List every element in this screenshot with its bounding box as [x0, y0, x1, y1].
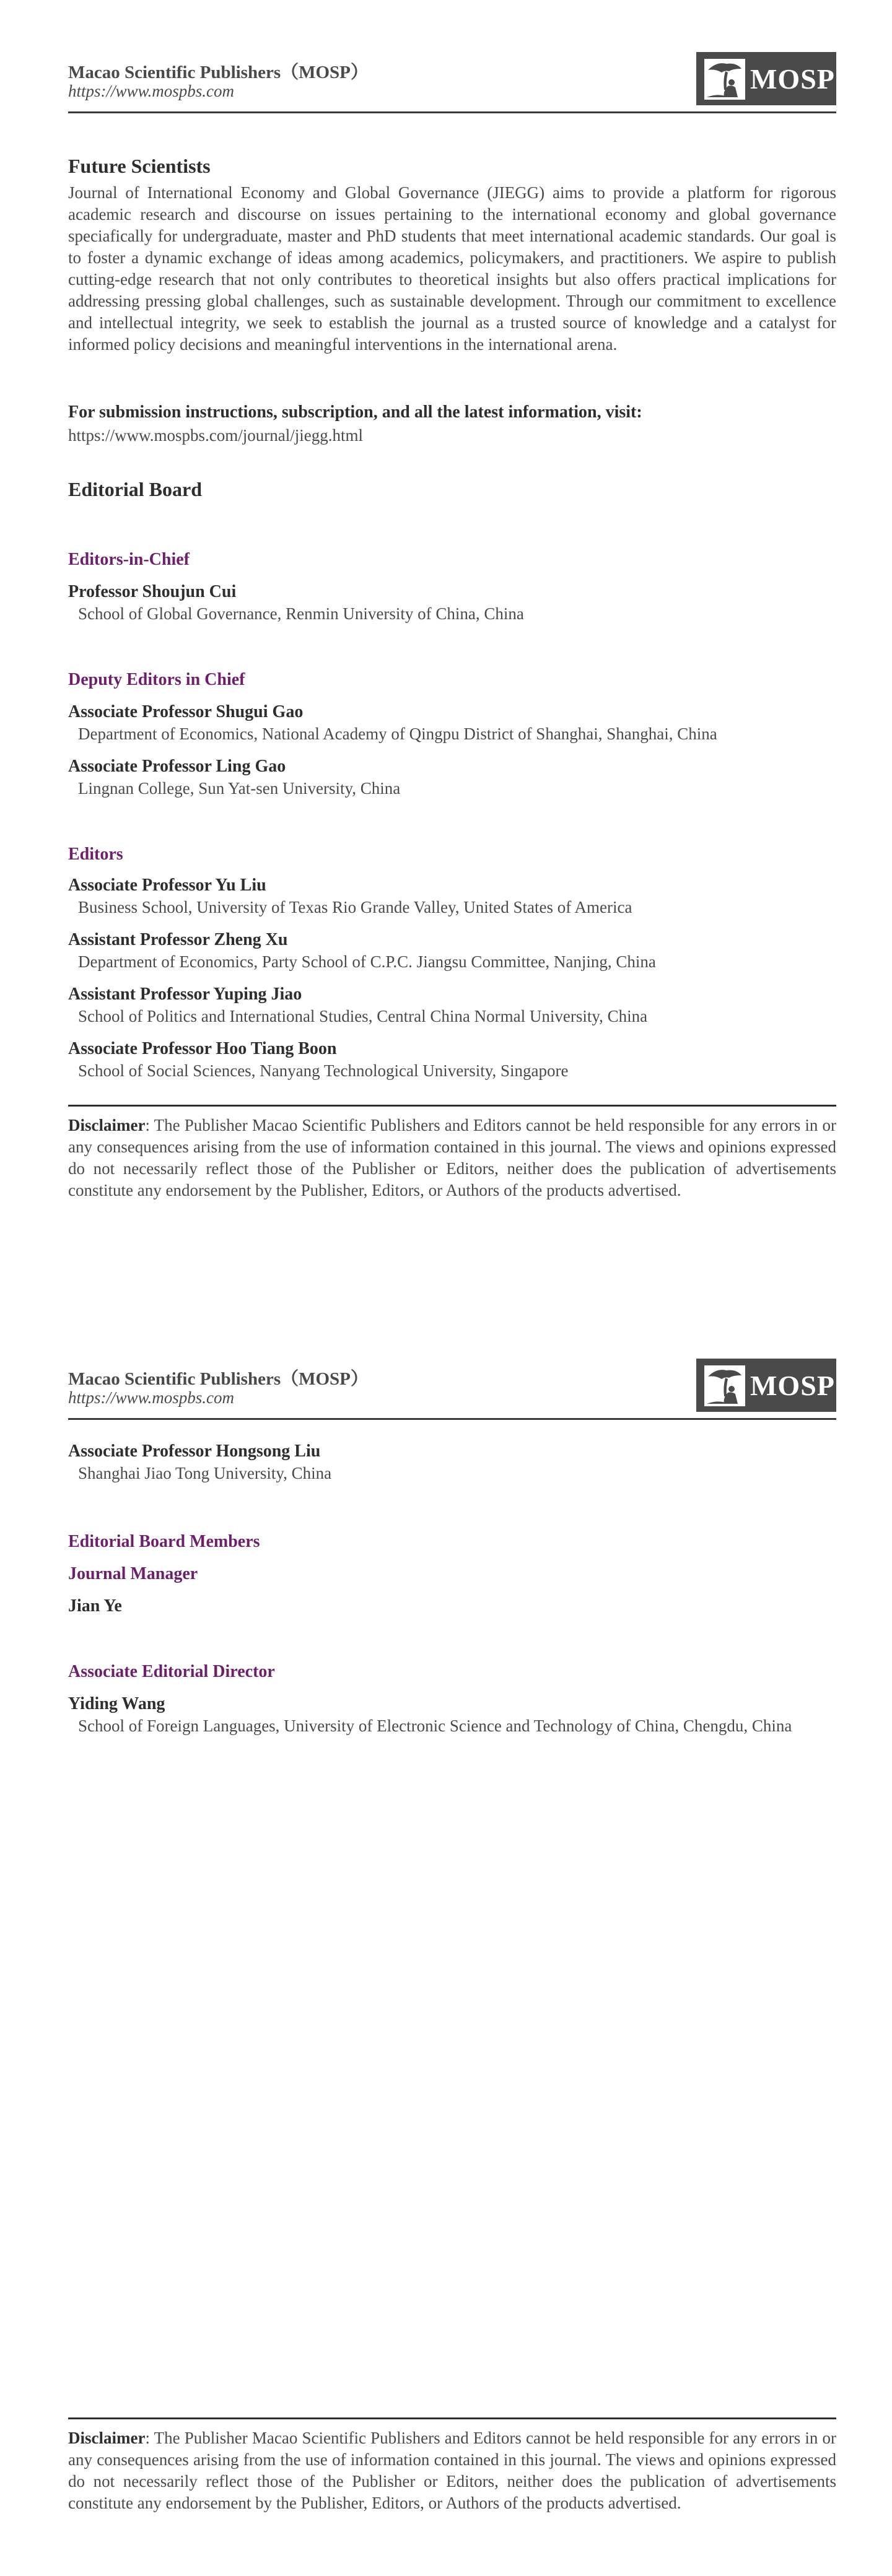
manager-name: Jian Ye: [68, 1596, 122, 1616]
disclaimer-label: Disclaimer: [68, 1116, 146, 1134]
role-editors-in-chief: Editors-in-Chief: [68, 550, 190, 569]
tree-figure-icon: [704, 59, 745, 100]
intro-heading: Future Scientists: [68, 155, 211, 177]
page-header: [68, 52, 836, 113]
editor-affiliation: Lingnan College, Sun Yat-sen University, China: [78, 779, 401, 798]
publisher-name: Macao Scientific Publishers（MOSP）: [68, 63, 369, 82]
page-2: [0, 1288, 892, 2576]
editor-affiliation: School of Politics and International Studies, Central China Normal University, China: [78, 1007, 648, 1025]
editor-affiliation: Business School, University of Texas Rio Grande Valley, United States of America: [78, 898, 632, 916]
editor-name: Associate Professor Hoo Tiang Boon: [68, 1039, 337, 1058]
mosp-logo: [696, 52, 836, 105]
disclaimer: [68, 1115, 836, 1201]
editor-affiliation: Department of Economics, Party School of C.P.C. Jiangsu Committee, Nanjing, China: [78, 952, 656, 971]
role-deputy-editors: Deputy Editors in Chief: [68, 670, 245, 689]
logo-text: MOSP: [750, 1370, 835, 1401]
role-editorial-board-members: Editorial Board Members: [68, 1532, 260, 1551]
submission-url[interactable]: https://www.mospbs.com/journal/jiegg.html: [68, 426, 363, 445]
editor-name: Associate Professor Shugui Gao: [68, 702, 304, 721]
publisher-name: Macao Scientific Publishers（MOSP）: [68, 1369, 369, 1389]
editor-name: Associate Professor Hongsong Liu: [68, 1442, 321, 1461]
disclaimer-text: : The Publisher Macao Scientific Publishers and Editors cannot be held responsible for any errors in or any consequences arising from the use of information contained in this journal. The views and opinions expressed do not necessarily reflect those of the Publisher or Editors, neither does the publication of advertisements constitute any endorsement by the Publisher, Editors, or Authors of the products advertised.: [68, 1116, 836, 1199]
publisher-url[interactable]: https://www.mospbs.com: [68, 1388, 235, 1407]
disclaimer-label: Disclaimer: [68, 2429, 146, 2447]
intro-paragraph: Journal of International Economy and Global Governance (JIEGG) aims to provide a platform for rigorous academic research and discourse on issues pertaining to the international economy and global governance speciafically for undergraduate, master and PhD students that meet international academic standards. Our goal is to foster a dynamic exchange of ideas among academics, policymakers, and practitioners. We aspire to publish cutting-edge research that not only contributes to theoretical insights but also offers practical implications for addressing pressing global challenges, such as sustainable development. Through our commitment to excellence and intellectual integrity, we seek to establish the journal as a trusted source of knowledge and a catalyst for informed policy decisions and meaningful interventions in the international arena.: [68, 183, 836, 354]
editorial-board-heading: Editorial Board: [68, 478, 203, 500]
disclaimer: [68, 2427, 836, 2514]
role-journal-manager: Journal Manager: [68, 1564, 198, 1583]
editor-affiliation: Shanghai Jiao Tong University, China: [78, 1464, 332, 1482]
editor-affiliation: Department of Economics, National Academy of Qingpu District of Shanghai, Shanghai, China: [78, 724, 717, 743]
divider: [68, 2417, 836, 2419]
editor-name: Professor Shoujun Cui: [68, 582, 237, 601]
tree-figure-icon: [704, 1365, 745, 1406]
logo-text: MOSP: [750, 63, 835, 95]
disclaimer-text: : The Publisher Macao Scientific Publishers and Editors cannot be held responsible for any errors in or any consequences arising from the use of information contained in this journal. The views and opinions expressed do not necessarily reflect those of the Publisher or Editors, neither does the publication of advertisements constitute any endorsement by the Publisher, Editors, or Authors of the products advertised.: [68, 2429, 836, 2512]
submission-label: For submission instructions, subscription, and all the latest information, visit:: [68, 402, 642, 422]
director-affiliation: School of Foreign Languages, University of Electronic Science and Technology of China, Chengdu, China: [78, 1717, 792, 1735]
editor-affiliation: School of Global Governance, Renmin University of China, China: [78, 604, 524, 623]
mosp-logo: [696, 1359, 836, 1412]
editor-name: Associate Professor Ling Gao: [68, 757, 286, 776]
role-editors: Editors: [68, 845, 123, 864]
publisher-url[interactable]: https://www.mospbs.com: [68, 82, 235, 100]
editor-name: Assistant Professor Zheng Xu: [68, 930, 288, 949]
editor-name: Assistant Professor Yuping Jiao: [68, 985, 302, 1004]
director-name: Yiding Wang: [68, 1694, 165, 1713]
editor-affiliation: School of Social Sciences, Nanyang Technological University, Singapore: [78, 1061, 569, 1080]
page-header: [68, 1359, 836, 1420]
role-associate-editorial-director: Associate Editorial Director: [68, 1662, 275, 1681]
divider: [68, 1105, 836, 1107]
editor-name: Associate Professor Yu Liu: [68, 876, 266, 895]
